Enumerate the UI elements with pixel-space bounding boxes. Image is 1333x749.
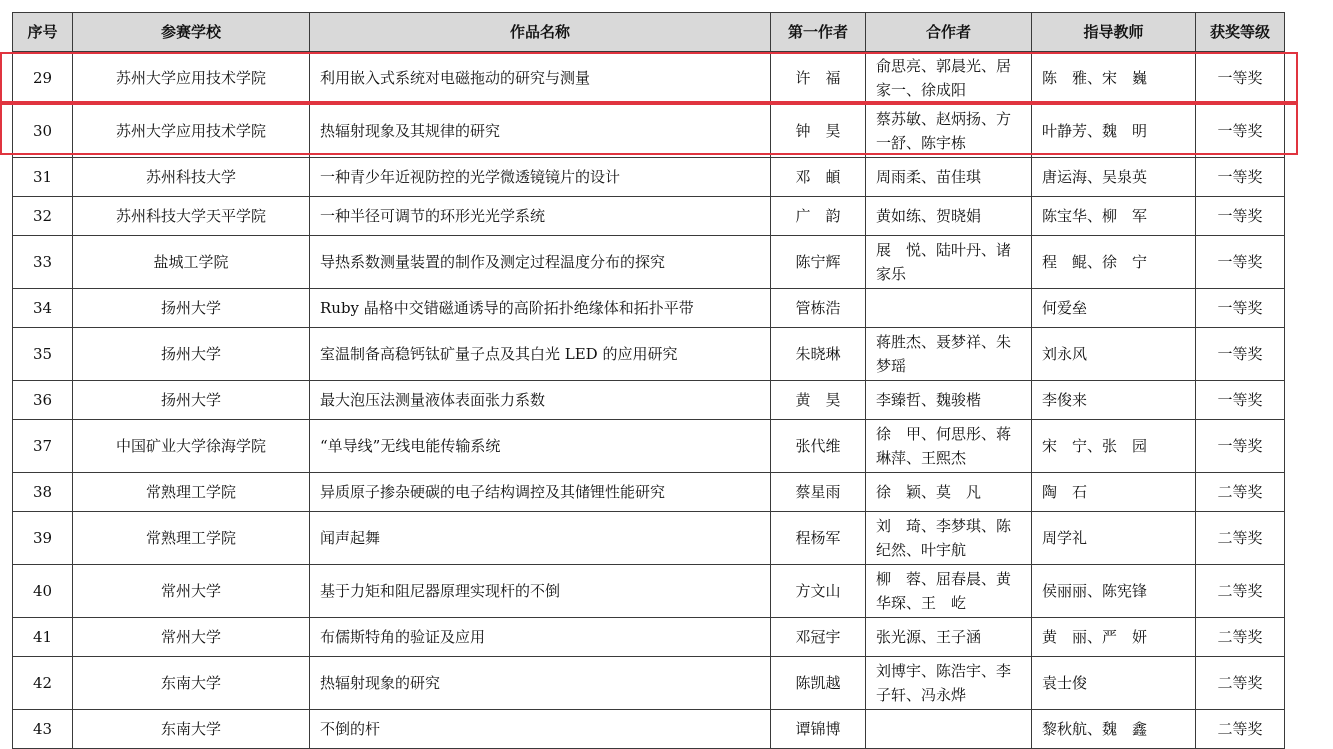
cell-index: 32 [13,197,73,236]
cell-first-author: 广 韵 [771,197,866,236]
header-coauthors: 合作者 [866,13,1032,52]
cell-award: 二等奖 [1196,710,1285,749]
cell-advisor: 宋 宁、张 园 [1032,420,1196,473]
cell-first-author: 管栋浩 [771,289,866,328]
cell-advisor: 刘永风 [1032,328,1196,381]
cell-first-author: 蔡星雨 [771,473,866,512]
cell-title: 最大泡压法测量液体表面张力系数 [310,381,771,420]
table-row [13,618,1285,657]
cell-school: 常州大学 [73,618,310,657]
cell-school: 东南大学 [73,710,310,749]
cell-school: 苏州大学应用技术学院 [73,52,310,105]
cell-coauthors [866,289,1032,328]
cell-index: 31 [13,158,73,197]
cell-award: 一等奖 [1196,236,1285,289]
cell-title: 室温制备高稳钙钛矿量子点及其白光 LED 的应用研究 [310,328,771,381]
cell-coauthors: 刘 琦、李梦琪、陈纪然、叶宇航 [866,512,1032,565]
cell-school: 扬州大学 [73,381,310,420]
cell-index: 41 [13,618,73,657]
table-row [13,512,1285,565]
cell-advisor: 袁士俊 [1032,657,1196,710]
header-first-author: 第一作者 [771,13,866,52]
table-row [13,197,1285,236]
cell-index: 30 [13,105,73,158]
cell-index: 39 [13,512,73,565]
cell-advisor: 陈宝华、柳 军 [1032,197,1196,236]
table-row [13,657,1285,710]
cell-title: 导热系数测量装置的制作及测定过程温度分布的探究 [310,236,771,289]
cell-advisor: 陶 石 [1032,473,1196,512]
cell-index: 29 [13,52,73,105]
cell-coauthors: 李臻哲、魏骏楷 [866,381,1032,420]
cell-coauthors: 徐 颖、莫 凡 [866,473,1032,512]
awards-sheet [12,12,1284,749]
cell-award: 二等奖 [1196,512,1285,565]
header-title: 作品名称 [310,13,771,52]
cell-advisor: 黄 丽、严 妍 [1032,618,1196,657]
table-row [13,158,1285,197]
cell-coauthors: 黄如练、贺晓娟 [866,197,1032,236]
cell-award: 二等奖 [1196,473,1285,512]
cell-advisor: 侯丽丽、陈宪锋 [1032,565,1196,618]
table-row [13,328,1285,381]
cell-title: 热辐射现象的研究 [310,657,771,710]
cell-first-author: 谭锦博 [771,710,866,749]
cell-award: 一等奖 [1196,197,1285,236]
cell-coauthors: 蔡苏敏、赵炳扬、方一舒、陈宇栋 [866,105,1032,158]
cell-first-author: 朱晓琳 [771,328,866,381]
cell-first-author: 许 福 [771,52,866,105]
cell-first-author: 邓冠宇 [771,618,866,657]
table-row [13,105,1285,158]
cell-title: 热辐射现象及其规律的研究 [310,105,771,158]
cell-advisor: 唐运海、吴泉英 [1032,158,1196,197]
table-row [13,236,1285,289]
cell-school: 中国矿业大学徐海学院 [73,420,310,473]
table-row [13,52,1285,105]
cell-school: 苏州科技大学天平学院 [73,197,310,236]
header-index: 序号 [13,13,73,52]
table-row [13,565,1285,618]
cell-first-author: 黄 昊 [771,381,866,420]
cell-award: 二等奖 [1196,657,1285,710]
header-school: 参赛学校 [73,13,310,52]
cell-index: 38 [13,473,73,512]
cell-title: 一种青少年近视防控的光学微透镜镜片的设计 [310,158,771,197]
table-row [13,420,1285,473]
cell-coauthors: 展 悦、陆叶丹、诸家乐 [866,236,1032,289]
cell-school: 常熟理工学院 [73,512,310,565]
cell-advisor: 李俊来 [1032,381,1196,420]
cell-first-author: 钟 昊 [771,105,866,158]
cell-coauthors: 徐 甲、何思彤、蒋琳萍、王熙杰 [866,420,1032,473]
cell-title: 异质原子掺杂硬碳的电子结构调控及其储锂性能研究 [310,473,771,512]
cell-first-author: 陈凯越 [771,657,866,710]
cell-coauthors: 刘博宇、陈浩宇、李子轩、冯永烨 [866,657,1032,710]
cell-title: 基于力矩和阻尼器原理实现杆的不倒 [310,565,771,618]
cell-first-author: 张代维 [771,420,866,473]
cell-index: 36 [13,381,73,420]
cell-advisor: 周学礼 [1032,512,1196,565]
cell-title: “单导线”无线电能传输系统 [310,420,771,473]
cell-advisor: 陈 雅、宋 巍 [1032,52,1196,105]
cell-first-author: 方文山 [771,565,866,618]
cell-title: 布儒斯特角的验证及应用 [310,618,771,657]
cell-award: 一等奖 [1196,328,1285,381]
cell-school: 常州大学 [73,565,310,618]
cell-advisor: 叶静芳、魏 明 [1032,105,1196,158]
header-award: 获奖等级 [1196,13,1285,52]
cell-index: 43 [13,710,73,749]
cell-advisor: 何爱垒 [1032,289,1196,328]
cell-award: 二等奖 [1196,618,1285,657]
cell-school: 扬州大学 [73,328,310,381]
table-row [13,289,1285,328]
cell-title: 利用嵌入式系统对电磁拖动的研究与测量 [310,52,771,105]
cell-index: 35 [13,328,73,381]
cell-index: 37 [13,420,73,473]
cell-index: 40 [13,565,73,618]
cell-coauthors: 蒋胜杰、聂梦祥、朱梦瑶 [866,328,1032,381]
cell-title: Ruby 晶格中交错磁通诱导的高阶拓扑绝缘体和拓扑平带 [310,289,771,328]
cell-coauthors: 周雨柔、苗佳琪 [866,158,1032,197]
table-row [13,473,1285,512]
cell-award: 一等奖 [1196,420,1285,473]
cell-title: 闻声起舞 [310,512,771,565]
cell-index: 42 [13,657,73,710]
cell-award: 一等奖 [1196,289,1285,328]
cell-coauthors: 柳 蓉、屈春晨、黄华琛、王 屹 [866,565,1032,618]
cell-index: 34 [13,289,73,328]
cell-advisor: 程 鲲、徐 宁 [1032,236,1196,289]
cell-school: 东南大学 [73,657,310,710]
cell-school: 盐城工学院 [73,236,310,289]
cell-first-author: 程杨军 [771,512,866,565]
header-advisor: 指导教师 [1032,13,1196,52]
cell-title: 不倒的杆 [310,710,771,749]
cell-award: 一等奖 [1196,158,1285,197]
cell-school: 扬州大学 [73,289,310,328]
cell-school: 苏州大学应用技术学院 [73,105,310,158]
header-row [13,13,1285,52]
cell-first-author: 邓 頔 [771,158,866,197]
cell-award: 一等奖 [1196,381,1285,420]
cell-title: 一种半径可调节的环形光光学系统 [310,197,771,236]
cell-index: 33 [13,236,73,289]
cell-award: 一等奖 [1196,52,1285,105]
table-row [13,381,1285,420]
cell-first-author: 陈宁辉 [771,236,866,289]
awards-table [12,12,1285,749]
cell-award: 二等奖 [1196,565,1285,618]
cell-award: 一等奖 [1196,105,1285,158]
cell-coauthors: 张光源、王子涵 [866,618,1032,657]
table-row [13,710,1285,749]
cell-school: 常熟理工学院 [73,473,310,512]
cell-school: 苏州科技大学 [73,158,310,197]
cell-coauthors: 俞思亮、郭晨光、居家一、徐成阳 [866,52,1032,105]
cell-advisor: 黎秋航、魏 鑫 [1032,710,1196,749]
cell-coauthors [866,710,1032,749]
